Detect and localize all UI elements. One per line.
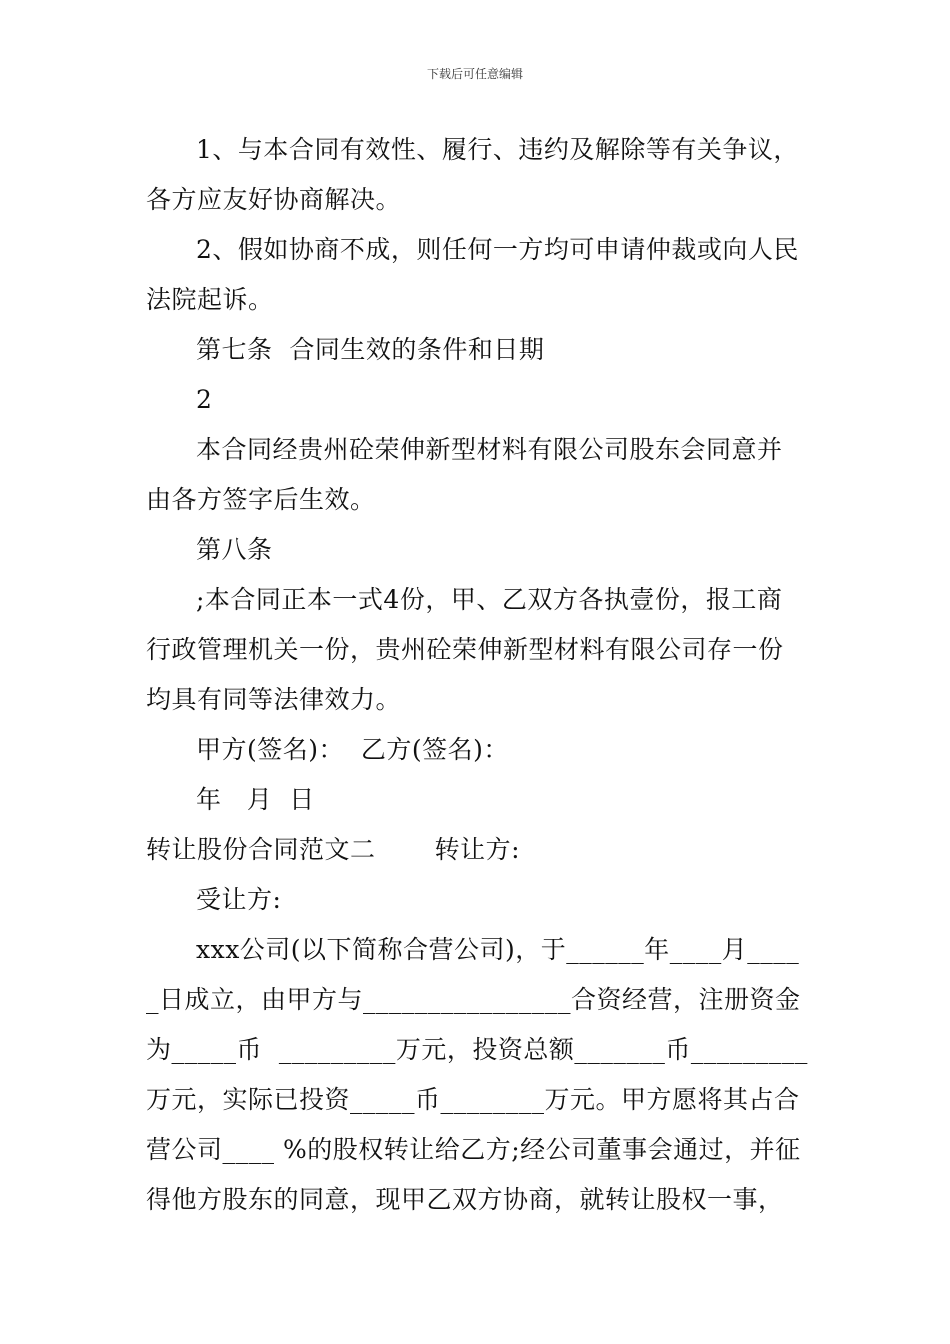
clause-text-line: ;本合同正本一式4份，甲、乙双方各执壹份，报工商 [196, 585, 783, 614]
party-line: 受让方: [196, 885, 282, 914]
page-number: 2 [196, 385, 213, 414]
signature-line: 甲方(签名)： 乙方(签名)： [196, 735, 509, 764]
section-title: 转让股份合同范文二 转让方: [146, 835, 521, 864]
clause-text-line: 1、与本合同有效性、履行、违约及解除等有关争议， [196, 135, 799, 164]
clause-text-line: 各方应友好协商解决。 [146, 185, 402, 214]
article-heading: 第七条 合同生效的条件和日期 [196, 335, 545, 364]
clause-text-line: 由各方签字后生效。 [146, 485, 376, 514]
contract-body-line: xxx公司(以下简称合营公司)，于______年____月____ [196, 935, 800, 964]
contract-body-line: _日成立，由甲方与________________合资经营，注册资金 [146, 985, 801, 1014]
contract-body-line: 为_____币 _________万元，投资总额_______币_________ [146, 1035, 808, 1064]
clause-text-line: 行政管理机关一份，贵州砼荣伸新型材料有限公司存一份 [146, 635, 784, 664]
contract-body-line: 得他方股东的同意，现甲乙双方协商，就转让股权一事， [146, 1185, 784, 1214]
clause-text-line: 本合同经贵州砼荣伸新型材料有限公司股东会同意并 [196, 435, 783, 464]
clause-text-line: 均具有同等法律效力。 [146, 685, 402, 714]
date-line: 年 月 日 [196, 785, 315, 814]
clause-text-line: 2、假如协商不成，则任何一方均可申请仲裁或向人民 [196, 235, 799, 264]
contract-body-line: 万元，实际已投资_____币________万元。甲方愿将其占合 [146, 1085, 800, 1114]
article-heading: 第八条 [196, 535, 273, 564]
clause-text-line: 法院起诉。 [146, 285, 274, 314]
page-header-note: 下载后可任意编辑 [426, 67, 523, 81]
contract-body-line: 营公司____ %的股权转让给乙方;经公司董事会通过，并征 [146, 1135, 801, 1164]
